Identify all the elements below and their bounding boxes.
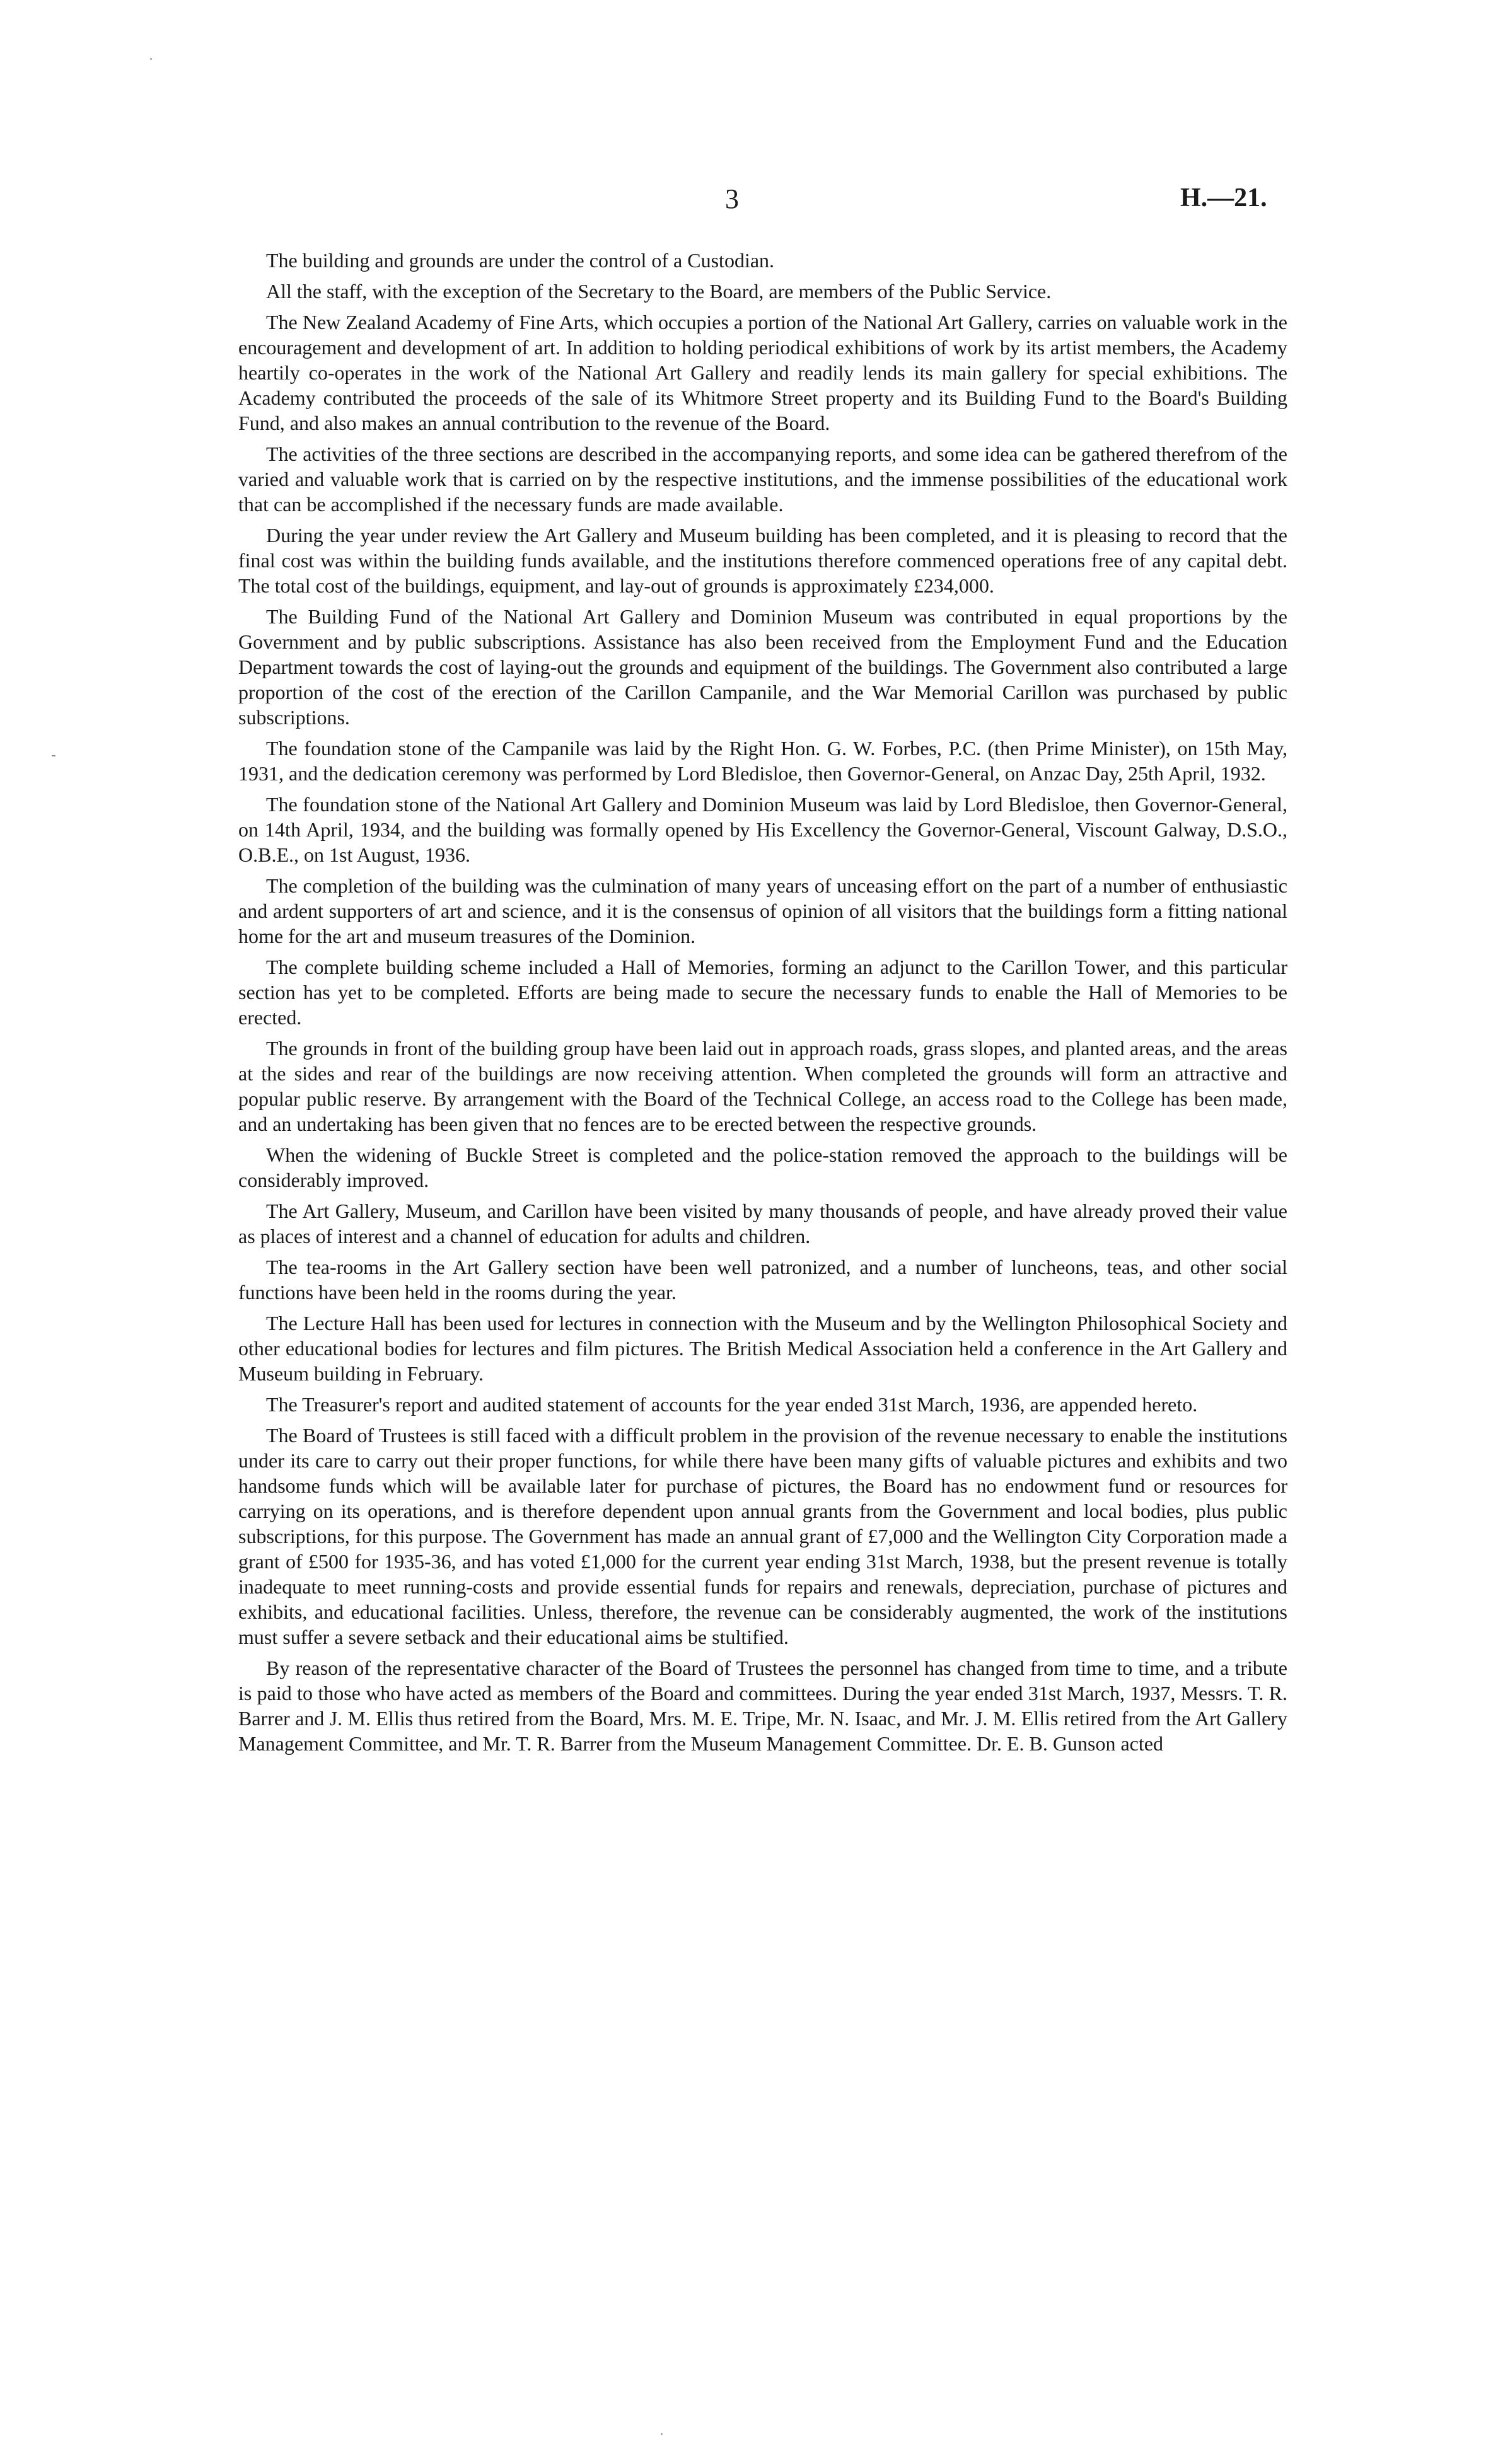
paragraph: The Lecture Hall has been used for lectures in connection with the Museum and by the Wellington Philosophical Society and other educational bodies for lectures and film pictures. The British Medical Association held a conference in the Art Gallery and Museum building in February. — [238, 1312, 1287, 1385]
paragraph: During the year under review the Art Gallery and Museum building has been completed, and it is pleasing to record that the final cost was within the building funds available, and the institutions therefore commenced operations free of any capital debt. The total cost of the buildings, equipment, and lay-out of grounds is approximately £234,000. — [238, 524, 1287, 597]
paragraph: The New Zealand Academy of Fine Arts, which occupies a portion of the National Art Gallery, carries on valuable work in the encouragement and development of art. In addition to holding periodical exhibitions of work by its artist members, the Academy heartily co-operates in the work of the National Art Gallery and readily lends its main gallery for special exhibitions. The Academy contributed the proceeds of the sale of its Whitmore Street property and its Building Fund to the Board's Building Fund, and also makes an annual contribution to the revenue of the Board. — [238, 311, 1287, 434]
scan-speck — [150, 58, 152, 60]
paragraph: The complete building scheme included a Hall of Memories, forming an adjunct to the Carillon Tower, and this particular section has yet to be completed. Efforts are being made to secure the necessary funds to enable the Hall of Memories to be erected. — [238, 956, 1287, 1029]
scan-speck — [661, 2433, 663, 2435]
paragraph: The building and grounds are under the control of a Custodian. — [266, 249, 775, 272]
margin-mark — [52, 755, 55, 756]
paragraph: The tea-rooms in the Art Gallery section have been well patronized, and a number of luncheons, teas, and other social functions have been held in the rooms during the year. — [238, 1256, 1287, 1304]
paragraph: The grounds in front of the building group have been laid out in approach roads, grass slopes, and planted areas, and the areas at the sides and rear of the buildings are now receiving attention. When completed the grounds will form an attractive and popular public reserve. By arrangement with the Board of the Technical College, an access road to the College has been made, and an undertaking has been given that no fences are to be erected between the respective grounds. — [238, 1037, 1287, 1135]
paragraph: By reason of the representative character of the Board of Trustees the personnel has changed from time to time, and a tribute is paid to those who have acted as members of the Board and committees. During the year ended 31st March, 1937, Messrs. T. R. Barrer and J. M. Ellis thus retired from the Board, Mrs. M. E. Tripe, Mr. N. Isaac, and Mr. J. M. Ellis retired from the Art Gallery Management Committee, and Mr. T. R. Barrer from the Museum Management Committee. Dr. E. B. Gunson acted — [238, 1657, 1287, 1755]
paragraph: The Treasurer's report and audited statement of accounts for the year ended 31st March, 1936, are appended hereto. — [266, 1393, 1198, 1416]
paragraph: The activities of the three sections are described in the accompanying reports, and some idea can be gathered therefrom of the varied and valuable work that is carried on by the respective institutions, and the immense possibilities of the educational work that can be accomplished if the necessary funds are made available. — [238, 442, 1287, 516]
paragraph: The completion of the building was the culmination of many years of unceasing effort on the part of a number of enthusiastic and ardent supporters of art and science, and it is the consensus of opinion of all visitors that the buildings form a fitting national home for the art and museum treasures of the Dominion. — [238, 874, 1287, 947]
paragraph: The Board of Trustees is still faced with a difficult problem in the provision of the revenue necessary to enable the institutions under its care to carry out their proper functions, for while there have been many gifts of valuable pictures and exhibits and two handsome funds which will be available later for purchase of pictures, the Board has no endowment fund or resources for carrying on its operations, and is therefore dependent upon annual grants from the Government and local bodies, plus public subscriptions, for this purpose. The Government has made an annual grant of £7,000 and the Wellington City Corporation made a grant of £500 for 1935-36, and has voted £1,000 for the current year ending 31st March, 1938, but the present revenue is totally inadequate to meet running-costs and provide essential funds for repairs and renewals, depreciation, purchase of pictures and exhibits, and educational facilities. Unless, therefore, the revenue can be considerably augmented, the work of the institutions must suffer a severe setback and their educational aims be stultified. — [238, 1424, 1287, 1648]
document-reference: H.—21. — [1180, 183, 1267, 212]
paragraph: The Art Gallery, Museum, and Carillon have been visited by many thousands of people, and have already proved their value as places of interest and a channel of education for adults and children. — [238, 1200, 1287, 1247]
paragraph: The foundation stone of the Campanile was laid by the Right Hon. G. W. Forbes, P.C. (then Prime Minister), on 15th May, 1931, and the dedication ceremony was performed by Lord Bledisloe, then Governor-General, on Anzac Day, 25th April, 1932. — [238, 737, 1287, 785]
page-number: 3 — [725, 183, 739, 214]
paragraph: The foundation stone of the National Art Gallery and Dominion Museum was laid by Lord Bledisloe, then Governor-General, on 14th April, 1934, and the building was formally opened by His Excellency the Governor-General, Viscount Galway, D.S.O., O.B.E., on 1st August, 1936. — [238, 793, 1287, 866]
paragraph: All the staff, with the exception of the Secretary to the Board, are members of the Public Service. — [266, 280, 1052, 303]
paragraph: When the widening of Buckle Street is completed and the police-station removed the approach to the buildings will be considerably improved. — [238, 1143, 1287, 1191]
paragraph: The Building Fund of the National Art Gallery and Dominion Museum was contributed in equal proportions by the Government and by public subscriptions. Assistance has also been received from the Employment Fund and the Education Department towards the cost of laying-out the grounds and equipment of the buildings. The Government also contributed a large proportion of the cost of the erection of the Carillon Campanile, and the War Memorial Carillon was purchased by public subscriptions. — [238, 605, 1287, 729]
body-text — [238, 248, 1287, 1762]
